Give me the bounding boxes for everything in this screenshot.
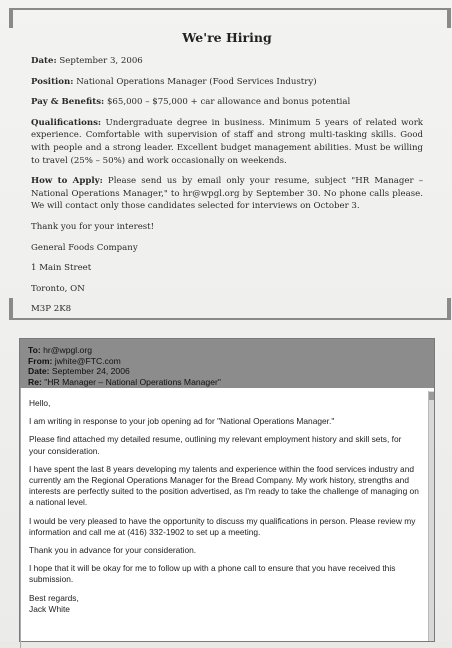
email-paragraph: Please find attached my detailed resume, outlining my relevant employment history and skill sets, for your consideration. bbox=[29, 434, 402, 456]
email-from: From: jwhite@FTC.com bbox=[28, 355, 121, 366]
job-ad bbox=[31, 30, 423, 324]
email-paragraph: I hope that it will be okay for me to follow up with a phone call to ensure that you have received this submission. bbox=[29, 563, 396, 585]
ad-thanks: Thank you for your interest! bbox=[31, 221, 155, 232]
email-body bbox=[20, 388, 429, 648]
scrollbar-thumb[interactable] bbox=[429, 392, 434, 400]
email-paragraph: I have spent the last 8 years developing my talents and experience within the food services industry and currently am the Regional Operations Manager for the Bread Company. My work history, strengths and interests are perfectly suited to the position advertised, as I'm ready to take the challenge of managing on a national level. bbox=[29, 463, 419, 508]
ad-how-to-apply: How to Apply: Please send us by email only your resume, subject "HR Manager – National Operations Manager," to hr@wpgl.org by September 30. No phone calls please. We will contact only those candidates selected for interviews on October 3. bbox=[31, 176, 423, 212]
email-signature: Jack White bbox=[29, 603, 70, 614]
email-subject: Re: "HR Manager – National Operations Manager" bbox=[28, 376, 221, 387]
ad-frame-bottom bbox=[9, 298, 451, 320]
ad-frame-top bbox=[9, 8, 451, 28]
email-message bbox=[19, 338, 435, 642]
email-scrollbar[interactable] bbox=[428, 391, 434, 641]
company-name: General Foods Company bbox=[31, 242, 138, 253]
email-header bbox=[20, 339, 434, 388]
email-greeting: Hello, bbox=[29, 398, 51, 408]
email-closing: Best regards, bbox=[29, 592, 79, 603]
ad-title: We're Hiring bbox=[182, 30, 272, 45]
email-date: Date: September 24, 2006 bbox=[28, 366, 130, 376]
email-paragraph: I am writing in response to your job opening ad for "National Operations Manager." bbox=[29, 416, 335, 427]
email-to: To: hr@wpgl.org bbox=[28, 345, 92, 355]
company-postal: M3P 2K8 bbox=[31, 304, 72, 315]
email-paragraph: I would be very pleased to have the opportunity to discuss my qualifications in person. Please review my information and call me at (416) 332-1902 to set up a meeting. bbox=[29, 515, 416, 537]
ad-position: Position: National Operations Manager (Food Services Industry) bbox=[31, 76, 317, 87]
ad-date: Date: September 3, 2006 bbox=[31, 56, 143, 66]
ad-pay: Pay & Benefits: $65,000 – $75,000 + car allowance and bonus potential bbox=[31, 97, 351, 108]
company-street: 1 Main Street bbox=[31, 263, 92, 274]
email-paragraph: Thank you in advance for your consideration. bbox=[29, 545, 197, 556]
company-city: Toronto, ON bbox=[31, 283, 85, 294]
ad-qualifications: Qualifications: Undergraduate degree in business. Minimum 5 years of related work experience. Comfortable with supervision of staff and strong multi-tasking skills. Good with people and a strong leader. Excellent budget management abilities. Must be willing to travel (25% – 50%) and work occasionally on weekends. bbox=[31, 117, 424, 166]
